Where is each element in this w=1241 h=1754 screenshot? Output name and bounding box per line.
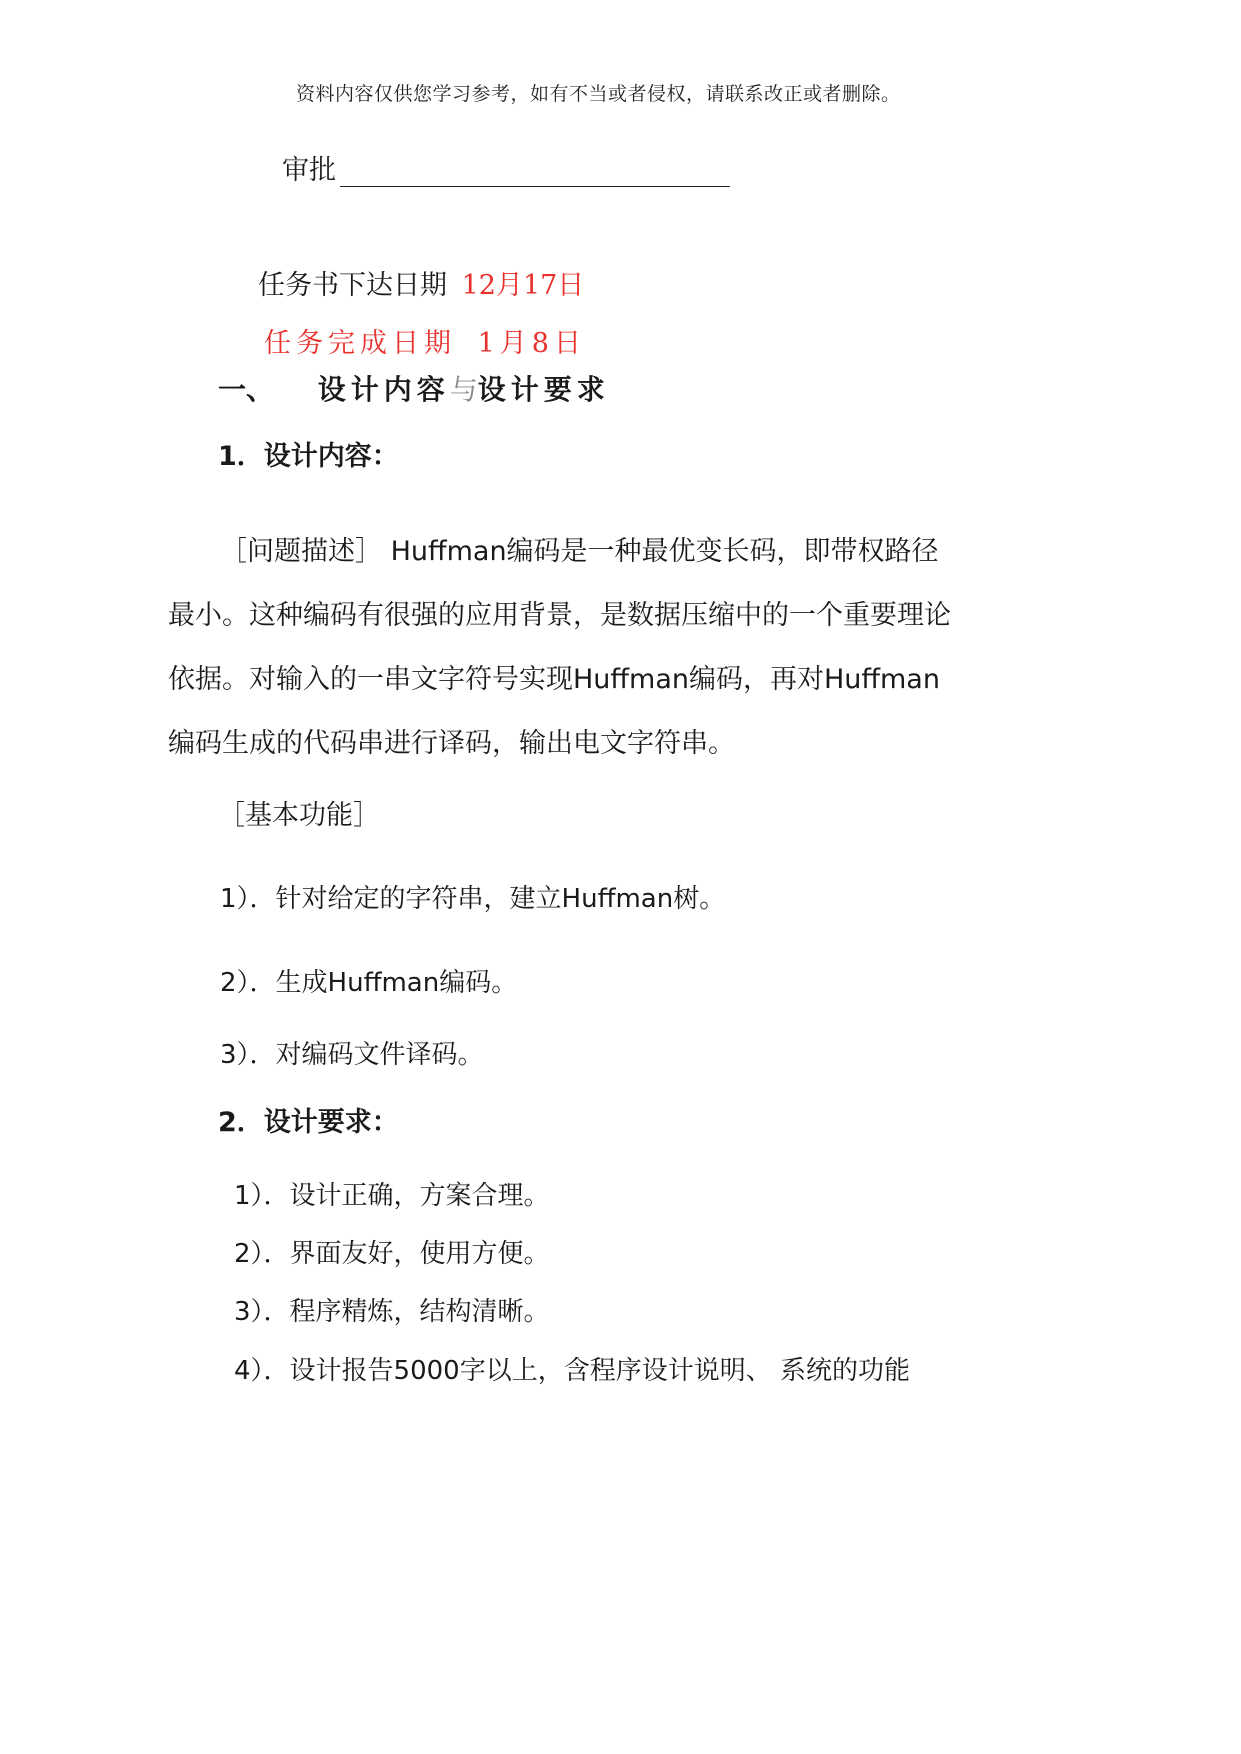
section-title-part-b: 设计要求 [477, 373, 610, 406]
section-title-part-a: 设计内容 [317, 373, 450, 406]
section-title-conjunction: 与 [449, 373, 478, 406]
requirement-item: 2）．界面友好，使用方便。 [234, 1239, 550, 1269]
copyright-notice: 资料内容仅供您学习参考，如有不当或者侵权，请联系改正或者删除。 [296, 83, 901, 105]
issue-date-value: 12月17日 [461, 270, 585, 301]
complete-date-row [264, 321, 586, 360]
approval-label: 审批 [282, 155, 336, 186]
problem-description-paragraph: ［问题描述］ Huffman编码是一种最优变长码，即带权路径最小。这种编码有很强的应用背景，是数据压缩中的一个重要理论依据。对输入的一串文字符号实现Huffman编码，再对Huffman编码生成的代码串进行译码，输出电文字符串。 [168, 536, 951, 759]
design-content-heading: 1．设计内容： [218, 441, 399, 472]
basic-functions-label: ［基本功能］ [218, 800, 380, 831]
issue-date-label: 任务书下达日期 [258, 270, 447, 301]
requirement-item: 4）．设计报告5000字以上，含程序设计说明、 系统的功能 [234, 1356, 910, 1386]
requirement-item: 3）．程序精炼，结构清晰。 [234, 1297, 550, 1327]
approval-row [282, 148, 730, 187]
function-item: 1）．针对给定的字符串，建立Huffman树。 [220, 884, 726, 914]
function-item: 3）．对编码文件译码。 [220, 1040, 484, 1070]
design-requirements-heading: 2．设计要求： [218, 1107, 399, 1138]
issue-date-row [258, 263, 584, 302]
approval-signature-line [340, 156, 730, 187]
requirement-item: 1）．设计正确，方案合理。 [234, 1181, 550, 1211]
complete-date-label: 任务完成日期 [264, 328, 456, 359]
complete-date-value: 1月8日 [477, 328, 586, 359]
section-heading [218, 368, 610, 408]
function-item: 2）．生成Huffman编码。 [220, 968, 518, 998]
section-number: 一、 [218, 373, 275, 406]
